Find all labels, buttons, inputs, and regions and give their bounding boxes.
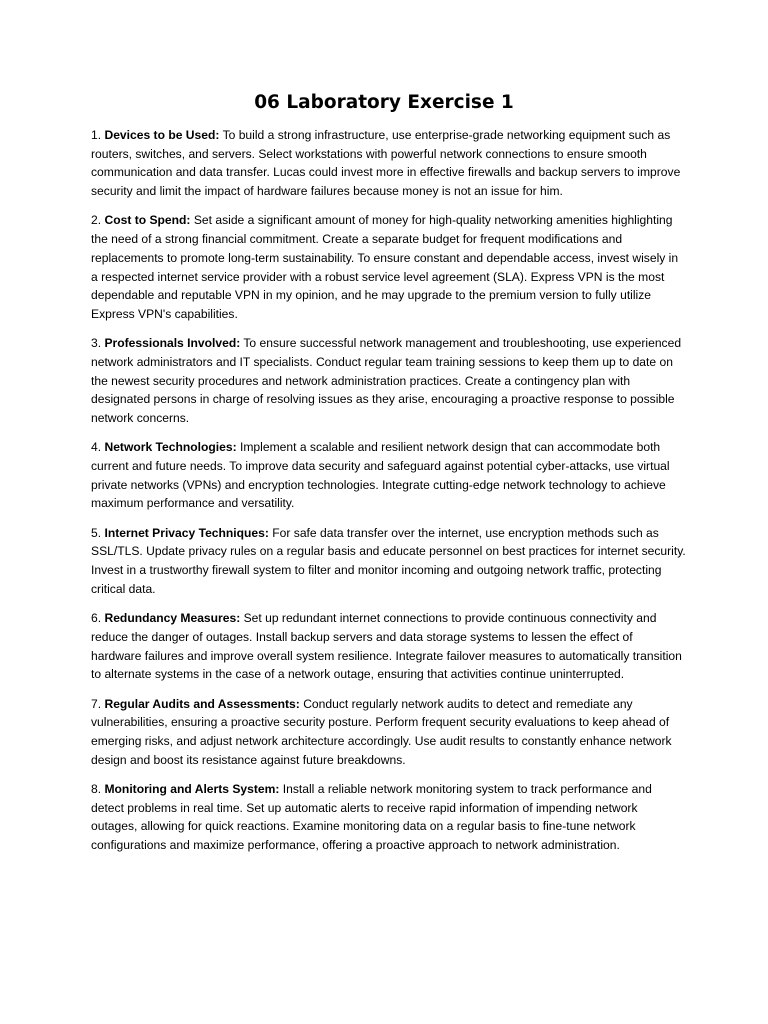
item-text: Install a reliable network monitoring system to track performance and detect problems in real time. Set up automatic alerts to receive rapid information of impending network outages, allowing for quick reactions. Examine monitoring data on a regular basis to fine-tune network configurations and maximize performance, offering a proactive approach to network administration. [91, 781, 652, 853]
list-item-network-technologies [91, 438, 686, 513]
item-number: 4. [91, 440, 102, 455]
list-item-audits [91, 695, 686, 770]
item-text: To build a strong infrastructure, use enterprise-grade networking equipment such as routers, switches, and servers. Select workstations with powerful network connections to ensure smooth communication and data transfer. Lucas could invest more in effective firewalls and backup servers to improve security and limit the impact of hardware failures because money is not an issue for him. [91, 128, 681, 199]
item-text: To ensure successful network management and troubleshooting, use experienced network administrators and IT specialists. Conduct regular team training sessions to keep them up to date on the newest security procedures and network administration practices. Create a contingency plan with designated persons in charge of resolving issues as they arise, encouraging a proactive response to possible network concerns. [91, 336, 682, 426]
item-heading: Professionals Involved: [104, 336, 241, 351]
item-heading: Redundancy Measures: [104, 611, 241, 626]
item-text: Set aside a significant amount of money for high-quality networking amenities highlighting the need of a strong financial commitment. Create a separate budget for frequent modifications and replacements to promote long-term sustainability. To ensure constant and dependable access, invest wisely in a respected internet service provider with a robust service level agreement (SLA). Express VPN is the most dependable and reputable VPN in my opinion, and he may upgrade to the premium version to fully utilize Express VPN's capabilities. [91, 213, 679, 321]
item-number: 1. [91, 128, 102, 142]
item-number: 8. [91, 781, 102, 796]
list-item-privacy [91, 524, 686, 599]
item-heading: Devices to be Used: [104, 128, 220, 142]
document-body [91, 126, 686, 865]
item-text: Implement a scalable and resilient network design that can accommodate both current and future needs. To improve data security and safeguard against potential cyber-attacks, use virtual private networks (VPNs) and encryption technologies. Integrate cutting-edge network technology to achieve maximum performance and versatility. [91, 440, 670, 511]
item-heading: Monitoring and Alerts System: [104, 781, 280, 796]
item-text: Set up redundant internet connections to provide continuous connectivity and reduce the danger of outages. Install backup servers and data storage systems to lessen the effect of hardware failures and improve overall system resilience. Integrate failover measures to automatically transition to alternate systems in the case of a network outage, ensuring that activities continue uninterrupted. [91, 611, 682, 682]
list-item-devices [91, 126, 686, 201]
item-heading: Regular Audits and Assessments: [104, 696, 300, 711]
page-title: 06 Laboratory Exercise 1 [254, 92, 514, 113]
item-heading: Cost to Spend: [104, 213, 191, 228]
item-number: 7. [91, 696, 102, 711]
item-heading: Network Technologies: [104, 440, 237, 455]
list-item-professionals [91, 334, 686, 428]
item-number: 2. [91, 213, 102, 228]
list-item-redundancy [91, 609, 686, 684]
item-number: 6. [91, 611, 102, 626]
item-text: For safe data transfer over the internet, use encryption methods such as SSL/TLS. Update privacy rules on a regular basis and educate personnel on best practices for internet security. Invest in a trustworthy firewall system to filter and monitor incoming and outgoing network traffic, protecting critical data. [91, 525, 686, 596]
item-text: Conduct regularly network audits to detect and remediate any vulnerabilities, ensuring a proactive security posture. Perform frequent security evaluations to keep ahead of emerging risks, and adjust network architecture accordingly. Use audit results to constantly enhance network design and boost its resistance against future breakdowns. [91, 696, 672, 767]
list-item-monitoring [91, 780, 686, 855]
list-item-cost [91, 211, 686, 323]
item-heading: Internet Privacy Techniques: [104, 525, 269, 540]
item-number: 3. [91, 336, 102, 351]
item-number: 5. [91, 525, 102, 540]
